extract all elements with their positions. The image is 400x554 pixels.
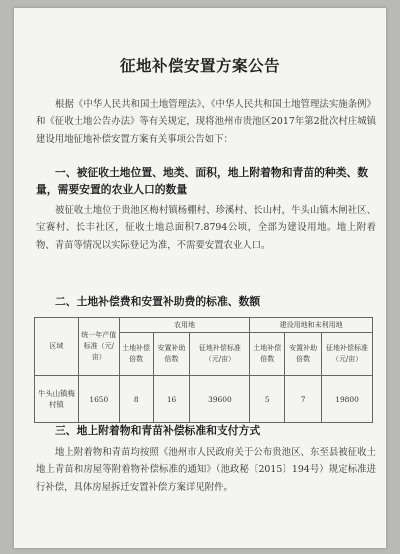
cell-comp-standard-b: 19800 — [322, 376, 373, 423]
header-land-multiple-b: 土地补偿倍数 — [250, 333, 285, 376]
header-construction-group: 建设用地和未利用地 — [250, 318, 373, 333]
cell-resettle-multiple-a: 16 — [153, 376, 190, 423]
cell-unified-price: 1650 — [78, 376, 119, 423]
document-page — [14, 8, 386, 548]
document-title: 征地补偿安置方案公告 — [119, 56, 280, 75]
section-2-heading: 二、土地补偿费和安置补助费的标准、数额 — [55, 295, 261, 308]
section-1-body: 被征收土地位于贵池区梅村镇杨棚村、珍溪村、长山村，牛头山镇木闸社区、宝赛村、长丰社区，征收土地总面积7.8794公顷，全部为建设用地。地上附着物、青苗等情况以实际登记为准，不需要安置农业人口。 — [36, 205, 376, 251]
cell-land-multiple-b: 5 — [250, 376, 285, 423]
intro-paragraph: 根据《中华人民共和国土地管理法》、《中华人民共和国土地管理法实施条例》和《征收土地公告办法》等有关规定，现将池州市贵池区2017年第2批次村庄城镇建设用地征地补偿安置方案有关事项公告如下： — [36, 99, 376, 145]
compensation-table — [34, 317, 373, 423]
cell-resettle-multiple-b: 7 — [285, 376, 322, 423]
header-resettle-multiple-b: 安置补助倍数 — [285, 333, 322, 376]
header-resettle-multiple-a: 安置补助倍数 — [153, 333, 190, 376]
table-row — [35, 376, 373, 423]
section-3-body: 地上附着物和青苗均按照《池州市人民政府关于公布贵池区、东至县被征收土地上青苗和房屋等附着物补偿标准的通知》（池政秘〔2015〕194号）规定标准进行补偿，具体房屋拆迁安置补偿方案详见附件。 — [36, 447, 376, 493]
section-3-heading: 三、地上附着物和青苗补偿标准和支付方式 — [55, 424, 261, 437]
cell-land-multiple-a: 8 — [119, 376, 153, 423]
header-region: 区域 — [35, 318, 79, 376]
header-comp-standard-b: 征地补偿标准（元/亩） — [322, 333, 373, 376]
cell-comp-standard-a: 39600 — [190, 376, 250, 423]
header-unified-price: 统一年产值标准（元/亩） — [78, 318, 119, 376]
cell-region: 牛头山镇梅村镇 — [35, 376, 79, 423]
table-header-row — [35, 318, 373, 333]
header-farmland-group: 农用地 — [119, 318, 250, 333]
header-land-multiple-a: 土地补偿倍数 — [119, 333, 153, 376]
header-comp-standard-a: 征地补偿标准（元/亩） — [190, 333, 250, 376]
section-1-heading: 一、被征收土地位置、地类、面积，地上附着物和青苗的种类、数量，需要安置的农业人口的数量 — [36, 166, 369, 196]
